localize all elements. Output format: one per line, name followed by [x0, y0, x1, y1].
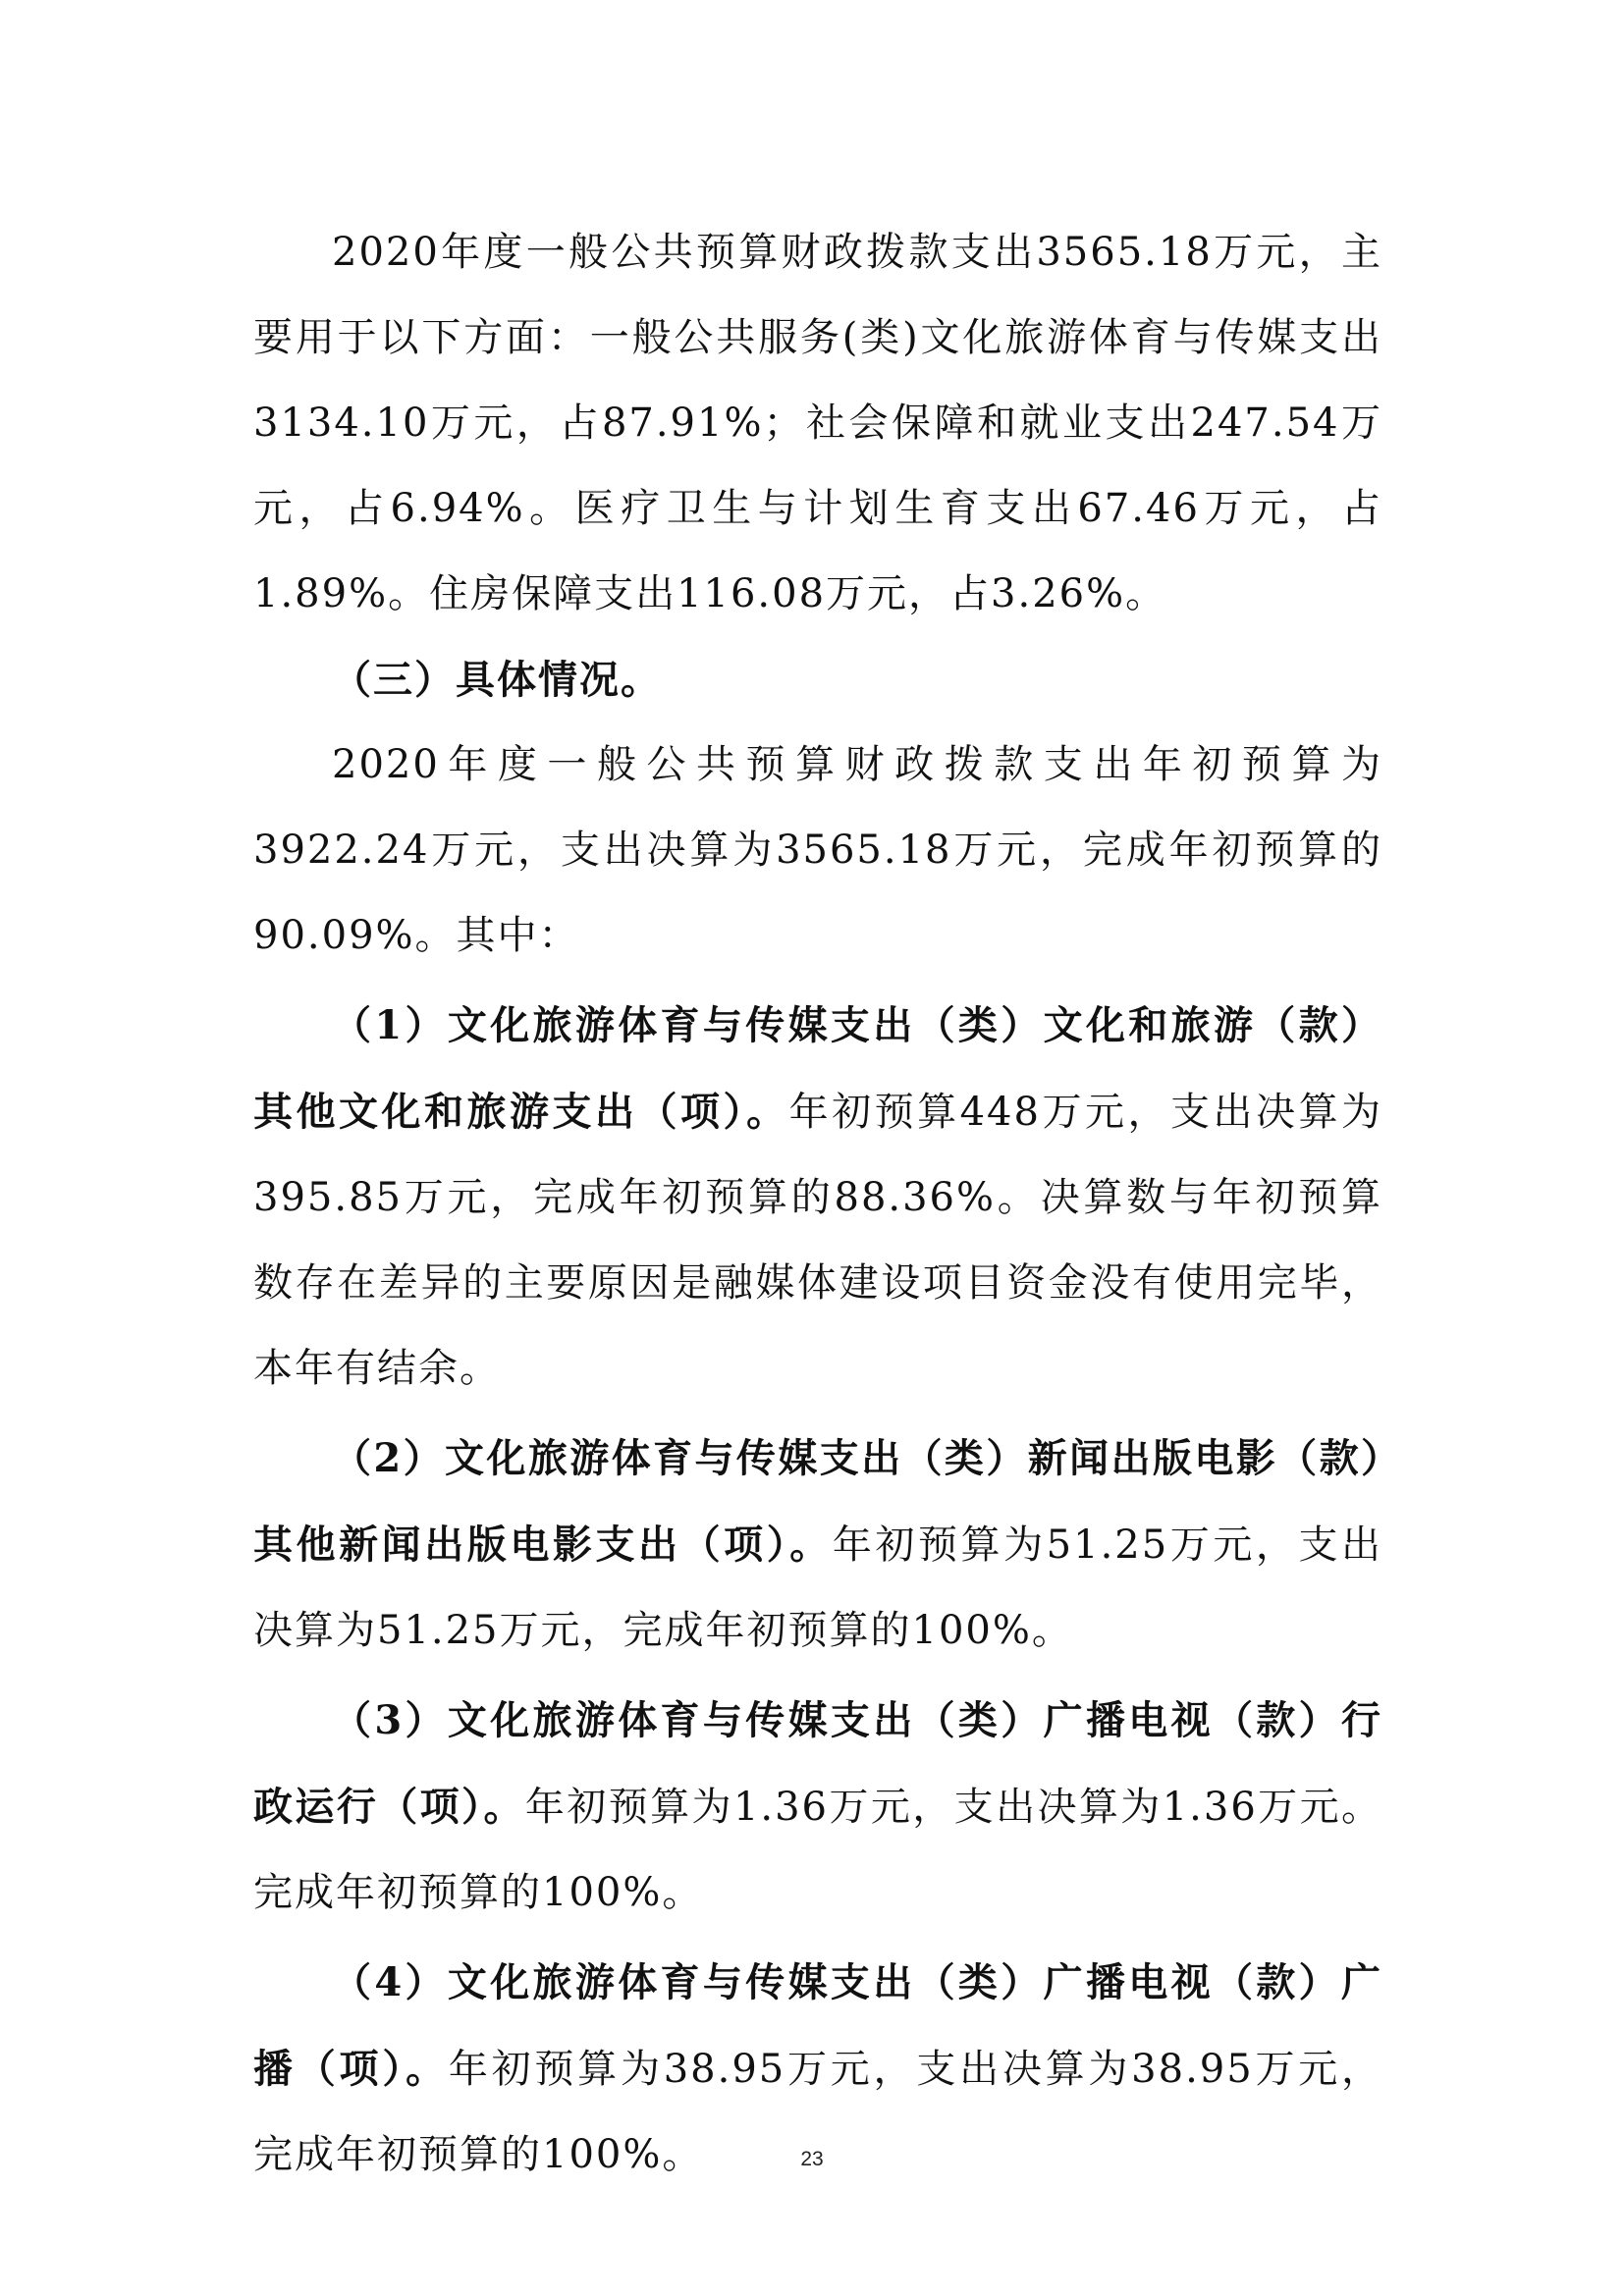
item-3-broadcast-admin [253, 1678, 1382, 1936]
item-2-press-film [253, 1415, 1382, 1674]
item-1-text: 年初预算448万元，支出决算为395.85万元，完成年初预算的88.36%。决算数与年初预算数存在差异的主要原因是融媒体建设项目资金没有使用完毕，本年有结余。 [253, 1090, 1382, 1391]
paragraph-budget-overview: 2020年度一般公共预算财政拨款支出年初预算为3922.24万元，支出决算为3565.18万元，完成年初预算的90.09%。其中： [253, 742, 1382, 958]
item-3-text: 年初预算为1.36万元，支出决算为1.36万元。完成年初预算的100%。 [253, 1785, 1383, 1915]
page-number: 23 [800, 2148, 824, 2170]
item-4-text: 年初预算为38.95万元，支出决算为38.95万元，完成年初预算的100%。 [253, 2047, 1382, 2177]
item-2-title: （2）文化旅游体育与传媒支出（类）新闻出版电影（款）其他新闻出版电影支出（项）。 [253, 1435, 1382, 1568]
body-text [253, 210, 1382, 2198]
item-4-title: （4）文化旅游体育与传媒支出（类）广播电视（款）广播（项）。 [253, 1959, 1382, 2092]
item-3-title: （3）文化旅游体育与传媒支出（类）广播电视（款）行政运行（项）。 [253, 1697, 1382, 1830]
item-1-title: （1）文化旅游体育与传媒支出（类）文化和旅游（款）其他文化和旅游支出（项）。 [253, 1002, 1382, 1135]
item-2-text: 年初预算为51.25万元，支出决算为51.25万元，完成年初预算的100%。 [253, 1522, 1383, 1653]
item-1-culture-tourism [253, 983, 1382, 1412]
section-heading-specifics: （三）具体情况。 [332, 657, 662, 703]
paragraph-expenditure-summary: 2020年度一般公共预算财政拨款支出3565.18万元，主要用于以下方面：一般公共服务(类)文化旅游体育与传媒支出3134.10万元，占87.91%；社会保障和就业支出247.54万元，占6.94%。医疗卫生与计划生育支出67.46万元，占1.89%。住房保障支出116.08万元，占3.26%。 [253, 230, 1382, 616]
